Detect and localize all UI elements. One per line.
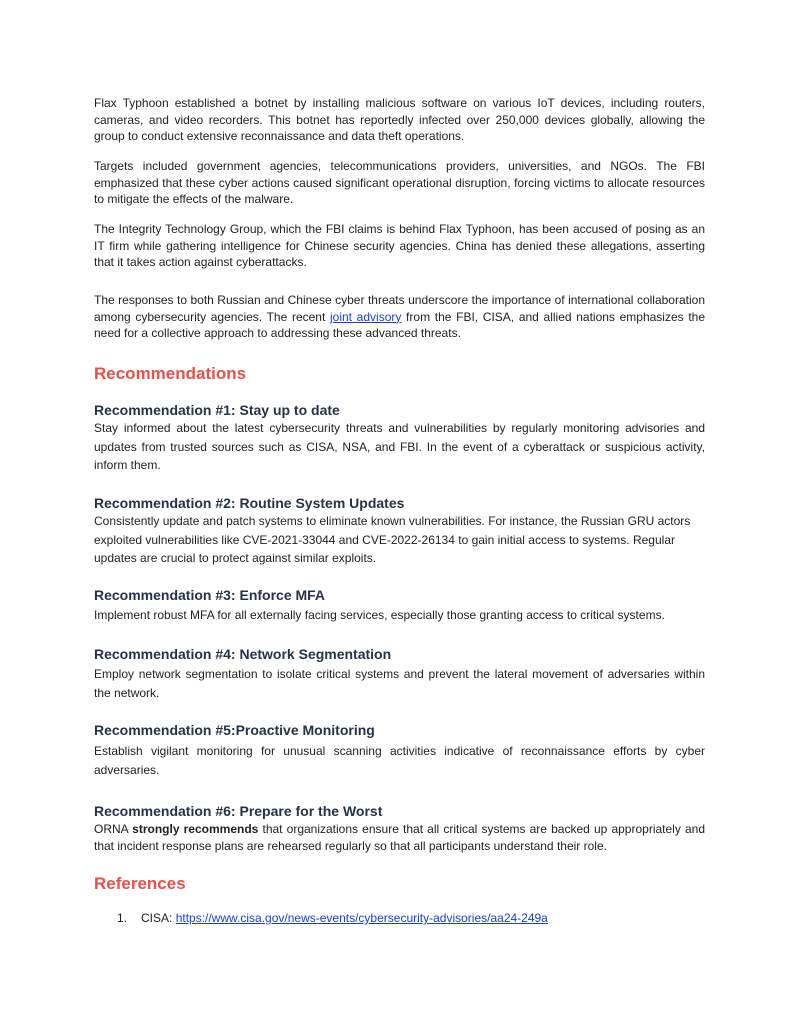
recommendation-6-bold: strongly recommends: [132, 822, 259, 836]
closing-text-after: from the FBI, CISA, and allied nations emphasizes the need for a collective approach to addressing these advanced threats.: [94, 309, 706, 340]
recommendation-6-body: [94, 821, 705, 854]
recommendation-6-suffix: that organizations ensure that all critical systems are backed up appropriately and that incident response plans are rehearsed regularly so that all participants understand their role.: [94, 822, 705, 853]
references-heading: References: [94, 874, 186, 893]
recommendation-1-title: Recommendation #1: Stay up to date: [94, 402, 340, 418]
closing-text-before: The responses to both Russian and Chinese cyber threats underscore the importance of international collaboration among cybersecurity agencies. The recent: [94, 293, 705, 324]
closing-paragraph: [94, 292, 705, 342]
recommendation-1-body: Stay informed about the latest cybersecurity threats and vulnerabilities by regularly monitoring advisories and updates from trusted sources such as CISA, NSA, and FBI. In the event of a cyberattack or suspicious activity, inform them.: [94, 421, 705, 472]
recommendation-5-title: Recommendation #5:Proactive Monitoring: [94, 722, 375, 738]
recommendations-heading: Recommendations: [94, 364, 247, 383]
recommendation-4-body: Employ network segmentation to isolate critical systems and prevent the lateral movement of adversaries within the network.: [94, 667, 705, 700]
recommendation-6-title: Recommendation #6: Prepare for the Worst: [94, 803, 383, 819]
recommendation-4-title: Recommendation #4: Network Segmentation: [94, 646, 392, 662]
intro-paragraph-2: Targets included government agencies, telecommunications providers, universities, and NGOs. The FBI emphasized that these cyber actions caused significant operational disruption, forcing victims to allocate resources to mitigate the effects of the malware.: [94, 159, 705, 206]
recommendation-6-prefix: ORNA: [94, 822, 133, 836]
intro-paragraph-3: The Integrity Technology Group, which the FBI claims is behind Flax Typhoon, has been accused of posing as an IT firm while gathering intelligence for Chinese security agencies. China has denied these allegations, asserting that it takes action against cyberattacks.: [94, 222, 705, 269]
reference-url-link[interactable]: https://www.cisa.gov/news-events/cybersecurity-advisories/aa24-249a: [175, 911, 548, 925]
recommendation-3-title: Recommendation #3: Enforce MFA: [94, 587, 326, 603]
reference-label: CISA:: [141, 911, 176, 925]
recommendation-2-body: Consistently update and patch systems to eliminate known vulnerabilities. For instance, the Russian GRU actors exploited vulnerabilities like CVE-2021-33044 and CVE-2022-26134 to gain initial access to systems. Regular updates are crucial to protect against similar exploits.: [94, 514, 691, 565]
intro-paragraph-1: Flax Typhoon established a botnet by installing malicious software on various IoT devices, including routers, cameras, and video recorders. This botnet has reportedly infected over 250,000 devices globally, allowing the group to conduct extensive reconnaissance and data theft operations.: [94, 96, 705, 143]
joint-advisory-link[interactable]: joint advisory: [329, 309, 402, 324]
reference-item-1: [117, 910, 548, 926]
recommendation-3-body: Implement robust MFA for all externally facing services, especially those granting access to critical systems.: [94, 608, 665, 622]
reference-number: 1.: [117, 911, 128, 925]
recommendation-2-title: Recommendation #2: Routine System Updates: [94, 495, 405, 511]
recommendation-5-body: Establish vigilant monitoring for unusual scanning activities indicative of reconnaissance efforts by cyber adversaries.: [94, 744, 705, 777]
